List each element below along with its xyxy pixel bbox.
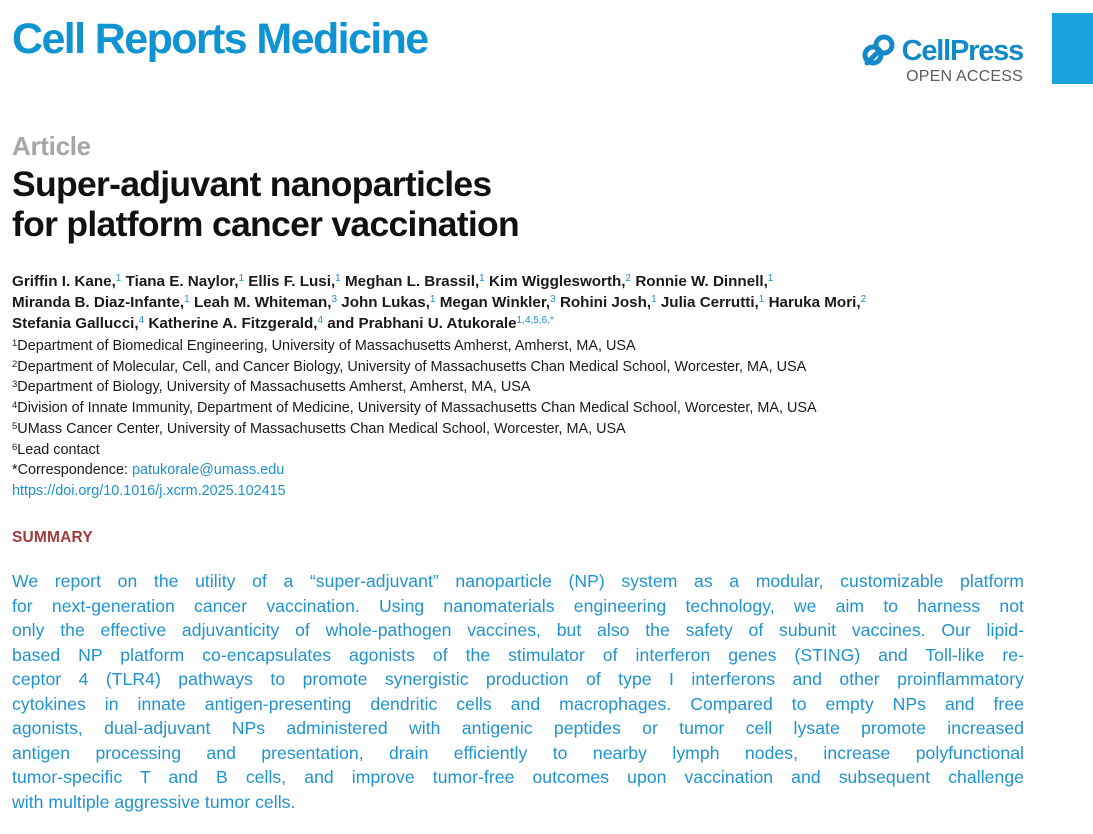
cellpress-logo-icon	[862, 34, 896, 68]
author-name[interactable]: Leah M. Whiteman,	[193, 294, 332, 311]
author-affiliation-marker[interactable]: 1	[429, 294, 436, 305]
affiliation-1: $^1$Department of Biomedical Engineering, University of Massachusetts Amherst, Amherst, MA, USA	[12, 338, 636, 354]
journal-color-tab	[1052, 13, 1093, 84]
author-name[interactable]: Miranda B. Diaz-Infante,	[12, 294, 185, 311]
author-affiliation-marker[interactable]: 1	[335, 273, 341, 284]
author-affiliation-marker[interactable]: 1	[115, 273, 122, 284]
author-affiliation-marker[interactable]: 1,4,5,6,*	[516, 315, 554, 326]
author-name[interactable]: John Lukas,	[341, 294, 430, 311]
author-name[interactable]: Griffin I. Kane,	[12, 273, 116, 290]
author-name[interactable]: Meghan L. Brassil,	[344, 273, 480, 290]
summary-line: antigen processing and presentation, drain efficiently to nearby lymph nodes, increase polyfunctional	[12, 742, 1024, 763]
title-line: Super-adjuvant nanoparticles	[12, 164, 492, 204]
author-affiliation-marker[interactable]: 1	[479, 273, 485, 284]
author-name[interactable]: Stefania Gallucci,	[12, 315, 139, 332]
summary-line: only the effective adjuvanticity of whole-pathogen vaccines, but also the safety of subunit vaccines. Our lipid-	[12, 620, 1024, 640]
open-access-label: OPEN ACCESS	[906, 68, 1023, 85]
summary-line: We report on the utility of a “super-adjuvant” nanoparticle (NP) system as a modular, customizable platform	[12, 571, 1024, 591]
author-affiliation-marker[interactable]: 2	[860, 294, 867, 305]
summary-line: ceptor 4 (TLR4) pathways to promote synergistic production of type I interferons and other proinflammatory	[12, 669, 1024, 689]
affiliation-3: $^3$Department of Biology, University of Massachusetts Amherst, Amherst, MA, USA	[12, 379, 531, 396]
author-list	[12, 271, 1082, 334]
article-title	[12, 164, 519, 244]
summary-line: tumor-specific T and B cells, and improve tumor-free outcomes upon vaccination and subsequent challenge	[12, 767, 1024, 787]
author-name[interactable]: Kim Wigglesworth,	[488, 273, 626, 290]
author-name[interactable]: Ellis F. Lusi,	[248, 273, 336, 290]
doi	[12, 481, 817, 502]
article-type: Article	[12, 131, 91, 161]
author-affiliation-marker[interactable]: 1	[767, 273, 774, 284]
summary-text	[12, 569, 1024, 814]
affiliation-6: $^6$Lead contact	[12, 441, 100, 458]
summary-line: cytokines in innate antigen-presenting dendritic cells and macrophages. Compared to empty NPs and free	[12, 693, 1024, 714]
author-affiliation-marker[interactable]: 3	[550, 294, 556, 305]
author-name[interactable]: and Prabhani U. Atukorale	[327, 315, 517, 332]
author-affiliation-marker[interactable]: 1	[651, 294, 657, 305]
summary-line: based NP platform co-encapsulates agonists of the stimulator of interferon genes (STING) and Toll-like re-	[12, 644, 1024, 665]
cellpress-logo[interactable]	[862, 34, 1023, 68]
cellpress-logo-text: CellPress	[901, 34, 1023, 67]
author-name[interactable]: Rohini Josh,	[559, 294, 652, 311]
summary-heading: SUMMARY	[12, 529, 93, 546]
author-affiliation-marker[interactable]: 2	[625, 273, 632, 284]
summary-line: with multiple aggressive tumor cells.	[12, 791, 296, 812]
summary-line: agonists, dual-adjuvant NPs administered with antigenic peptides or tumor cell lysate promote increased	[12, 718, 1024, 738]
author-name[interactable]: Ronnie W. Dinnell,	[635, 273, 768, 290]
author-affiliation-marker[interactable]: 1	[238, 273, 244, 284]
author-line	[12, 313, 1082, 334]
author-affiliation-marker[interactable]: 1	[758, 294, 765, 305]
author-name[interactable]: Tiana E. Naylor,	[125, 273, 239, 290]
doi-link[interactable]: https://doi.org/10.1016/j.xcrm.2025.102415	[12, 482, 286, 499]
author-affiliation-marker[interactable]: 3	[331, 294, 338, 305]
author-name[interactable]: Haruka Mori,	[768, 294, 861, 311]
affiliation-2: $^2$Department of Molecular, Cell, and Cancer Biology, University of Massachusetts Chan Medical School, Worcester, MA, USA	[12, 358, 807, 375]
author-name[interactable]: Julia Cerrutti,	[660, 294, 759, 311]
author-name[interactable]: Katherine A. Fitzgerald,	[148, 315, 318, 332]
affiliation-4: $^4$Division of Innate Immunity, Department of Medicine, University of Massachusetts Chan Medical School, Worcester, MA, USA	[12, 400, 817, 417]
author-line	[12, 292, 1082, 313]
journal-title: Cell Reports Medicine	[12, 15, 428, 63]
author-affiliation-marker[interactable]: 4	[138, 315, 145, 326]
summary-line: for next-generation cancer vaccination. Using nanomaterials engineering technology, we aim to harness not	[12, 595, 1024, 616]
affiliation-5: $^5$UMass Cancer Center, University of Massachusetts Chan Medical School, Worcester, MA, USA	[12, 420, 626, 437]
author-affiliation-marker[interactable]: 1	[184, 294, 190, 305]
correspondence: *Correspondence: patukorale@umass.edu	[12, 462, 285, 479]
author-line	[12, 271, 1082, 292]
correspondence-email-link[interactable]: patukorale@umass.edu	[132, 462, 285, 479]
author-name[interactable]: Megan Winkler,	[439, 294, 551, 311]
title-line: for platform cancer vaccination	[12, 204, 520, 244]
author-affiliation-marker[interactable]: 4	[317, 315, 324, 326]
affiliations	[12, 336, 817, 502]
